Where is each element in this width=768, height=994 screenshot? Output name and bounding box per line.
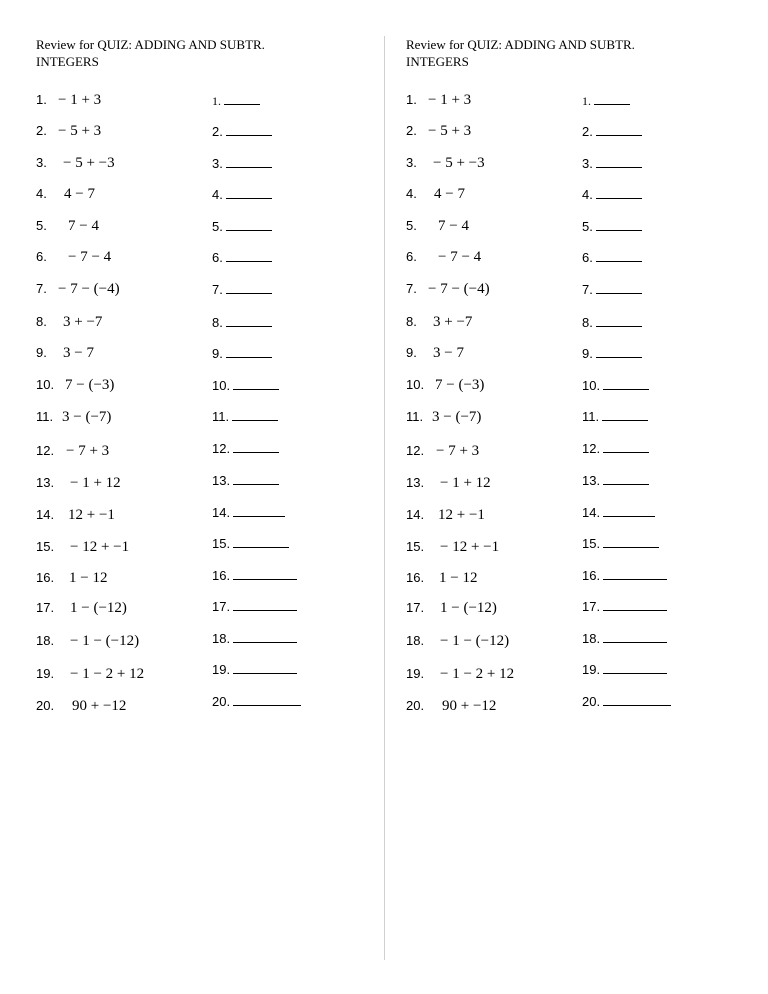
answer-number: 20. <box>212 694 231 709</box>
answer-item <box>212 314 272 330</box>
problem-item <box>36 314 102 331</box>
problem-item <box>36 633 139 650</box>
answer-item <box>212 249 272 265</box>
answer-blank[interactable] <box>224 92 260 105</box>
answer-item <box>212 535 289 551</box>
problem-expression: − 7 − 4 <box>68 249 112 265</box>
problem-item <box>36 249 111 266</box>
answer-number: 17. <box>212 599 231 614</box>
answer-blank[interactable] <box>603 567 667 580</box>
problem-item <box>406 507 485 524</box>
answer-item <box>212 218 272 234</box>
answer-item <box>212 440 279 456</box>
problem-number: 5. <box>36 218 47 233</box>
problem-item <box>36 507 115 524</box>
problem-expression: − 1 + 3 <box>58 92 102 108</box>
problem-item <box>36 443 109 460</box>
problem-item <box>36 186 95 203</box>
answer-number: 17. <box>582 599 601 614</box>
answer-blank[interactable] <box>594 92 630 105</box>
answer-blank[interactable] <box>233 567 297 580</box>
problem-item <box>36 155 115 172</box>
answer-item <box>582 630 667 646</box>
answer-number: 13. <box>582 473 601 488</box>
problem-number: 5. <box>406 218 417 233</box>
problem-item <box>406 155 485 172</box>
problem-number: 3. <box>406 155 417 170</box>
problem-expression: 3 + −7 <box>63 314 103 330</box>
problem-item <box>406 345 464 362</box>
problem-number: 6. <box>36 249 47 264</box>
problem-expression: − 7 − 4 <box>438 249 482 265</box>
answer-blank[interactable] <box>233 472 279 485</box>
problem-number: 6. <box>406 249 417 264</box>
answer-blank[interactable] <box>226 249 272 262</box>
problem-expression: 1 − (−12) <box>440 600 497 616</box>
problem-number: 19. <box>406 666 425 681</box>
answer-item <box>212 155 272 171</box>
answer-number: 4. <box>582 187 593 202</box>
problem-number: 20. <box>36 698 55 713</box>
problem-item <box>36 600 127 617</box>
problem-item <box>36 218 99 235</box>
answer-item <box>582 598 667 614</box>
answer-blank[interactable] <box>226 218 272 231</box>
answer-number: 8. <box>582 315 593 330</box>
problem-expression: − 1 + 12 <box>440 475 491 491</box>
problem-expression: 12 + −1 <box>68 507 115 523</box>
problem-expression: − 5 + 3 <box>58 123 102 139</box>
answer-number: 19. <box>212 662 231 677</box>
answer-item <box>212 186 272 202</box>
problem-number: 19. <box>36 666 55 681</box>
answer-number: 9. <box>212 346 223 361</box>
problem-expression: 7 − (−3) <box>435 377 485 393</box>
answer-blank[interactable] <box>596 249 642 262</box>
answer-number: 7. <box>212 282 223 297</box>
answer-blank[interactable] <box>233 630 297 643</box>
answer-blank[interactable] <box>233 535 289 548</box>
problem-expression: 1 − 12 <box>69 570 108 586</box>
answer-blank[interactable] <box>596 155 642 168</box>
answer-blank[interactable] <box>603 377 649 390</box>
answer-blank[interactable] <box>233 440 279 453</box>
answer-item <box>212 693 301 709</box>
answer-item <box>582 345 642 361</box>
answer-blank[interactable] <box>233 377 279 390</box>
problem-expression: 7 − 4 <box>438 218 469 234</box>
answer-blank[interactable] <box>596 314 642 327</box>
problem-expression: − 12 + −1 <box>440 539 500 555</box>
problem-item <box>406 186 465 203</box>
answer-number: 11. <box>582 409 600 424</box>
answer-number: 14. <box>582 505 601 520</box>
title-line-1: Review for QUIZ: ADDING AND SUBTR. <box>36 37 265 52</box>
answer-number: 13. <box>212 473 231 488</box>
answer-blank[interactable] <box>226 281 272 294</box>
problem-number: 14. <box>406 507 425 522</box>
page-divider <box>384 36 385 960</box>
problem-expression: 3 + −7 <box>433 314 473 330</box>
answer-number: 2. <box>582 124 593 139</box>
problem-item <box>406 314 472 331</box>
problem-number: 8. <box>406 314 417 329</box>
answer-blank[interactable] <box>233 661 297 674</box>
problem-expression: − 7 − (−4) <box>58 281 120 297</box>
answer-blank[interactable] <box>232 408 278 421</box>
problem-number: 12. <box>406 443 425 458</box>
answer-number: 18. <box>582 631 601 646</box>
problem-expression: − 7 − (−4) <box>428 281 490 297</box>
answer-blank[interactable] <box>603 472 649 485</box>
answer-blank[interactable] <box>226 186 272 199</box>
answer-number: 3. <box>582 156 593 171</box>
answer-item <box>212 345 272 361</box>
problem-number: 18. <box>406 633 425 648</box>
problem-item <box>36 539 129 556</box>
answer-blank[interactable] <box>596 123 642 136</box>
answer-item <box>582 249 642 265</box>
problem-number: 18. <box>36 633 55 648</box>
answer-number: 16. <box>212 568 231 583</box>
answer-number: 20. <box>582 694 601 709</box>
problem-number: 12. <box>36 443 55 458</box>
problem-expression: 90 + −12 <box>72 698 127 714</box>
answer-blank[interactable] <box>603 661 667 674</box>
answer-item <box>582 281 642 297</box>
title-line-2: INTEGERS <box>36 54 99 69</box>
answer-item <box>582 693 671 709</box>
problem-expression: 3 − (−7) <box>432 409 482 425</box>
problem-number: 4. <box>406 186 417 201</box>
quiz-column-right <box>406 36 746 714</box>
problem-expression: 3 − (−7) <box>62 409 112 425</box>
problem-item <box>36 377 114 394</box>
answer-blank[interactable] <box>233 598 297 611</box>
answer-blank[interactable] <box>603 693 671 706</box>
problem-expression: − 1 − (−12) <box>70 633 140 649</box>
problem-number: 15. <box>406 539 425 554</box>
problem-number: 11. <box>36 409 54 424</box>
problem-number: 8. <box>36 314 47 329</box>
problem-expression: − 1 − 2 + 12 <box>70 666 145 682</box>
answer-number: 12. <box>582 441 601 456</box>
problem-number: 1. <box>36 92 47 107</box>
answer-number: 5. <box>212 219 223 234</box>
problem-expression: − 1 + 12 <box>70 475 121 491</box>
answer-number: 1. <box>212 94 221 108</box>
problem-number: 11. <box>406 409 424 424</box>
answer-number: 15. <box>212 536 231 551</box>
problem-expression: 7 − 4 <box>68 218 99 234</box>
problem-expression: 1 − (−12) <box>70 600 127 616</box>
problem-expression: 4 − 7 <box>64 186 95 202</box>
title-line-1: Review for QUIZ: ADDING AND SUBTR. <box>406 37 635 52</box>
answer-item <box>582 440 649 456</box>
answer-number: 2. <box>212 124 223 139</box>
answer-number: 15. <box>582 536 601 551</box>
answer-number: 12. <box>212 441 231 456</box>
problem-number: 9. <box>406 345 417 360</box>
answer-item <box>582 567 667 583</box>
answer-item <box>582 314 642 330</box>
problem-item <box>406 409 481 426</box>
problem-number: 20. <box>406 698 425 713</box>
problem-number: 16. <box>406 570 425 585</box>
answer-item <box>582 377 649 393</box>
problem-item <box>406 377 484 394</box>
answer-blank[interactable] <box>603 535 659 548</box>
title <box>36 36 376 70</box>
problem-number: 9. <box>36 345 47 360</box>
problem-expression: − 7 + 3 <box>436 443 480 459</box>
answer-item <box>212 92 260 109</box>
answer-number: 10. <box>582 378 601 393</box>
problem-number: 7. <box>406 281 417 296</box>
problem-number: 13. <box>36 475 55 490</box>
problem-expression: − 12 + −1 <box>70 539 130 555</box>
problem-number: 1. <box>406 92 417 107</box>
answer-number: 9. <box>582 346 593 361</box>
problem-item <box>406 123 471 140</box>
problem-number: 13. <box>406 475 425 490</box>
answer-item <box>582 92 630 109</box>
problem-item <box>36 666 144 683</box>
answer-blank[interactable] <box>603 598 667 611</box>
problem-number: 16. <box>36 570 55 585</box>
answer-number: 5. <box>582 219 593 234</box>
answer-blank[interactable] <box>226 123 272 136</box>
problem-item <box>406 666 514 683</box>
problem-number: 4. <box>36 186 47 201</box>
answer-item <box>582 408 648 424</box>
answer-number: 1. <box>582 94 591 108</box>
answer-number: 18. <box>212 631 231 646</box>
problem-item <box>406 698 496 715</box>
answer-blank[interactable] <box>603 440 649 453</box>
problem-expression: − 5 + −3 <box>63 155 115 171</box>
answer-blank[interactable] <box>226 345 272 358</box>
problem-number: 10. <box>406 377 425 392</box>
problem-item <box>406 600 497 617</box>
answer-item <box>212 123 272 139</box>
answer-item <box>582 504 655 520</box>
problem-item <box>406 249 481 266</box>
answer-item <box>212 472 279 488</box>
problem-item <box>406 92 471 109</box>
problem-item <box>406 281 490 298</box>
problem-item <box>406 539 499 556</box>
answer-number: 11. <box>212 409 230 424</box>
problem-expression: − 7 + 3 <box>66 443 110 459</box>
problem-expression: − 5 + −3 <box>433 155 485 171</box>
problem-expression: − 1 − 2 + 12 <box>440 666 515 682</box>
answer-blank[interactable] <box>233 693 301 706</box>
answer-blank[interactable] <box>233 504 285 517</box>
problem-expression: 4 − 7 <box>434 186 465 202</box>
problem-expression: 90 + −12 <box>442 698 497 714</box>
problem-expression: 1 − 12 <box>439 570 478 586</box>
answer-number: 14. <box>212 505 231 520</box>
problem-number: 2. <box>406 123 417 138</box>
problem-number: 3. <box>36 155 47 170</box>
answer-blank[interactable] <box>596 218 642 231</box>
answer-number: 19. <box>582 662 601 677</box>
answer-item <box>582 661 667 677</box>
problem-item <box>406 633 509 650</box>
problem-expression: 7 − (−3) <box>65 377 115 393</box>
answer-item <box>212 661 297 677</box>
answer-number: 8. <box>212 315 223 330</box>
problem-item <box>36 475 121 492</box>
answer-item <box>212 377 279 393</box>
answer-blank[interactable] <box>596 345 642 358</box>
answer-item <box>212 504 285 520</box>
answer-number: 7. <box>582 282 593 297</box>
answer-item <box>582 155 642 171</box>
problem-item <box>36 92 101 109</box>
title-line-2: INTEGERS <box>406 54 469 69</box>
problem-number: 7. <box>36 281 47 296</box>
problem-item <box>406 570 477 587</box>
problem-item <box>36 123 101 140</box>
answer-number: 10. <box>212 378 231 393</box>
answer-item <box>212 281 272 297</box>
answer-blank[interactable] <box>596 186 642 199</box>
problem-number: 17. <box>406 600 425 615</box>
answer-blank[interactable] <box>226 314 272 327</box>
problem-expression: 3 − 7 <box>63 345 94 361</box>
answer-blank[interactable] <box>596 281 642 294</box>
problem-item <box>36 570 107 587</box>
problem-number: 14. <box>36 507 55 522</box>
problem-number: 15. <box>36 539 55 554</box>
problem-expression: − 5 + 3 <box>428 123 472 139</box>
problem-expression: 3 − 7 <box>433 345 464 361</box>
problem-item <box>406 218 469 235</box>
problem-item <box>36 345 94 362</box>
answer-item <box>582 123 642 139</box>
answer-item <box>582 218 642 234</box>
answer-number: 6. <box>582 250 593 265</box>
answer-number: 6. <box>212 250 223 265</box>
answer-blank[interactable] <box>602 408 648 421</box>
answer-item <box>582 535 659 551</box>
answer-blank[interactable] <box>603 630 667 643</box>
problem-item <box>36 409 111 426</box>
quiz-column-left <box>36 36 376 714</box>
answer-number: 3. <box>212 156 223 171</box>
answer-blank[interactable] <box>603 504 655 517</box>
problem-number: 17. <box>36 600 55 615</box>
problem-item <box>36 698 126 715</box>
answer-item <box>582 186 642 202</box>
answer-item <box>212 598 297 614</box>
problem-expression: 12 + −1 <box>438 507 485 523</box>
answer-blank[interactable] <box>226 155 272 168</box>
problem-item <box>406 475 491 492</box>
title <box>406 36 746 70</box>
answer-number: 16. <box>582 568 601 583</box>
answer-item <box>212 567 297 583</box>
problem-item <box>406 443 479 460</box>
problem-expression: − 1 + 3 <box>428 92 472 108</box>
problem-number: 10. <box>36 377 55 392</box>
answer-number: 4. <box>212 187 223 202</box>
problem-expression: − 1 − (−12) <box>440 633 510 649</box>
problem-item <box>36 281 120 298</box>
problem-number: 2. <box>36 123 47 138</box>
answer-item <box>212 408 278 424</box>
answer-item <box>582 472 649 488</box>
answer-item <box>212 630 297 646</box>
